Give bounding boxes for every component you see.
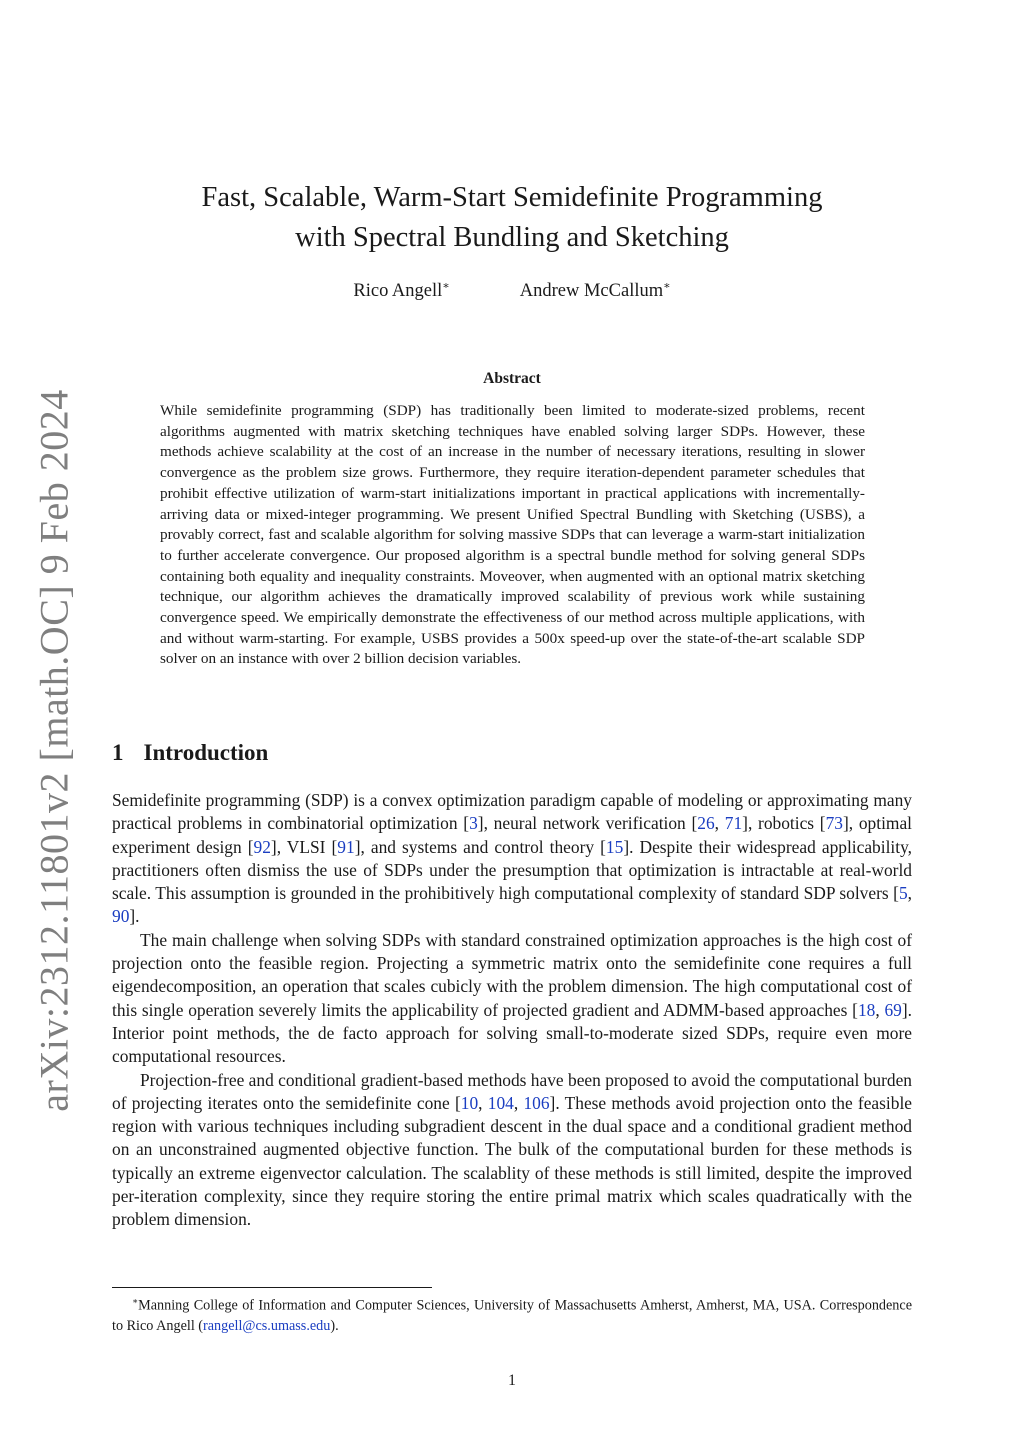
author-1 [353, 279, 449, 302]
page-number: 1 [508, 1372, 516, 1389]
author-2-mark: ∗ [663, 280, 671, 292]
text-run: , [478, 1092, 488, 1113]
author-2-name: Andrew McCallum [519, 281, 664, 302]
footnote-end: ). [330, 1317, 339, 1334]
paper-title [112, 178, 912, 258]
citation-link[interactable]: 106 [523, 1092, 550, 1113]
citation-link[interactable]: 73 [825, 813, 843, 834]
email-link[interactable]: rangell@cs.umass.edu [203, 1317, 331, 1334]
text-run: Projection-free and conditional gradient-based methods have been proposed to avoid the computational burden of projecting iterates onto the semidefinite cone [ [112, 1069, 912, 1113]
author-2 [520, 279, 671, 302]
citation-link[interactable]: 15 [605, 836, 624, 857]
paragraph-1 [112, 789, 912, 929]
introduction-body [112, 789, 912, 1232]
author-1-name: Rico Angell [353, 281, 443, 302]
author-list [112, 279, 912, 302]
text-run: , [513, 1092, 524, 1113]
text-run: ]. Despite their widespread applicability, practitioners often dismiss the use of SDPs under the presumption that optimization is intractable at real-world scale. This assumption is grounded in the prohibitively high computational complexity of standard SDP solvers [ [112, 836, 912, 904]
text-run: ], and systems and control theory [ [354, 836, 606, 857]
citation-link[interactable]: 71 [724, 813, 743, 834]
citation-link[interactable]: 10 [460, 1092, 479, 1113]
citation-link[interactable]: 5 [898, 883, 908, 904]
abstract-heading: Abstract [483, 370, 541, 387]
footnote-text: Manning College of Information and Computer Sciences, University of Massachusetts Amherst, Amherst, MA, USA. Correspondence to Rico Angell ( [112, 1297, 912, 1334]
text-run: The main challenge when solving SDPs with standard constrained optimization approaches is the high cost of projection onto the feasible region. Projecting a symmetric matrix onto the semidefinite cone requires a full eigendecomposition, an operation that scales cubicly with the problem dimension. The high computational cost of this single operation severely limits the applicability of projected gradient and ADMM-based approaches [ [112, 929, 912, 1020]
arxiv-id-text: arXiv:2312.11801v2 [math.OC] 9 Feb 2024 [31, 388, 77, 1112]
citation-link[interactable]: 26 [697, 813, 715, 834]
title-line-2: with Spectral Bundling and Sketching [295, 222, 729, 253]
text-run: , [907, 883, 912, 904]
citation-link[interactable]: 90 [112, 906, 130, 927]
citation-link[interactable]: 69 [884, 999, 902, 1020]
citation-link[interactable]: 18 [857, 999, 876, 1020]
text-run: ]. Interior point methods, the de facto approach for solving small-to-moderate sized SDPs, require even more computational resources. [112, 999, 913, 1067]
section-title: Introduction [143, 740, 269, 765]
citation-link[interactable]: 3 [469, 813, 478, 834]
text-run: ], optimal experiment design [ [112, 813, 912, 857]
abstract-text: While semidefinite programming (SDP) has traditionally been limited to moderate-sized problems, recent algorithms augmented with matrix sketching techniques have enabled solving larger SDPs. However, these methods achieve scalability at the cost of an increase in the number of necessary iterations, resulting in slower convergence as the problem size grows. Furthermore, they require iteration-dependent parameter schedules that prohibit effective utilization of warm-start initializations important in practical applications with incrementally-arriving data or mixed-integer programming. We present Unified Spectral Bundling with Sketching (USBS), a provably correct, fast and scalable algorithm for solving massive SDPs that can leverage a warm-start initialization to further accelerate convergence. Our proposed algorithm is a spectral bundle method for solving general SDPs containing both equality and inequality constraints. Moveover, when augmented with an optional matrix sketching technique, our algorithm achieves the dramatically improved scalability of previous work while sustaining convergence speed. We empirically demonstrate the effectiveness of our method across multiple applications, with and without warm-starting. For example, USBS provides a 500x speed-up over the state-of-the-art scalable SDP solver on an instance with over 2 billion decision variables. [160, 402, 865, 668]
text-run: , [875, 999, 885, 1020]
text-run: Semidefinite programming (SDP) is a convex optimization paradigm capable of modeling or approximating many practical problems in combinatorial optimization [ [112, 790, 912, 834]
citation-link[interactable]: 91 [337, 836, 355, 857]
footnote-mark: ∗ [132, 1296, 139, 1306]
section-heading [112, 740, 268, 766]
text-run: ], VLSI [ [270, 836, 338, 857]
text-run: ], neural network verification [ [477, 813, 698, 834]
arxiv-identifier-stamp [18, 388, 90, 1112]
paragraph-2 [112, 929, 912, 1069]
paragraph-3 [112, 1069, 912, 1232]
text-run: ]. [129, 906, 140, 927]
footnote-rule [112, 1287, 432, 1288]
citation-link[interactable]: 92 [253, 836, 271, 857]
footnote [112, 1291, 912, 1336]
text-run: ]. These methods avoid projection onto the feasible region with various techniques including subgradient descent in the dual space and a conditional gradient method on an unconstrained augmented objective function. The bulk of the computational burden for these methods is typically an extreme eigenvector calculation. The scalablity of these methods is still limited, despite the improved per-iteration complexity, since they require storing the entire primal matrix which scales quadratically with the problem dimension. [112, 1092, 912, 1230]
citation-link[interactable]: 104 [487, 1092, 514, 1113]
section-number: 1 [112, 740, 124, 765]
text-run: ], robotics [ [742, 813, 826, 834]
title-line-1: Fast, Scalable, Warm-Start Semidefinite Programming [201, 182, 823, 213]
author-1-mark: ∗ [442, 280, 450, 292]
text-run: , [714, 813, 725, 834]
